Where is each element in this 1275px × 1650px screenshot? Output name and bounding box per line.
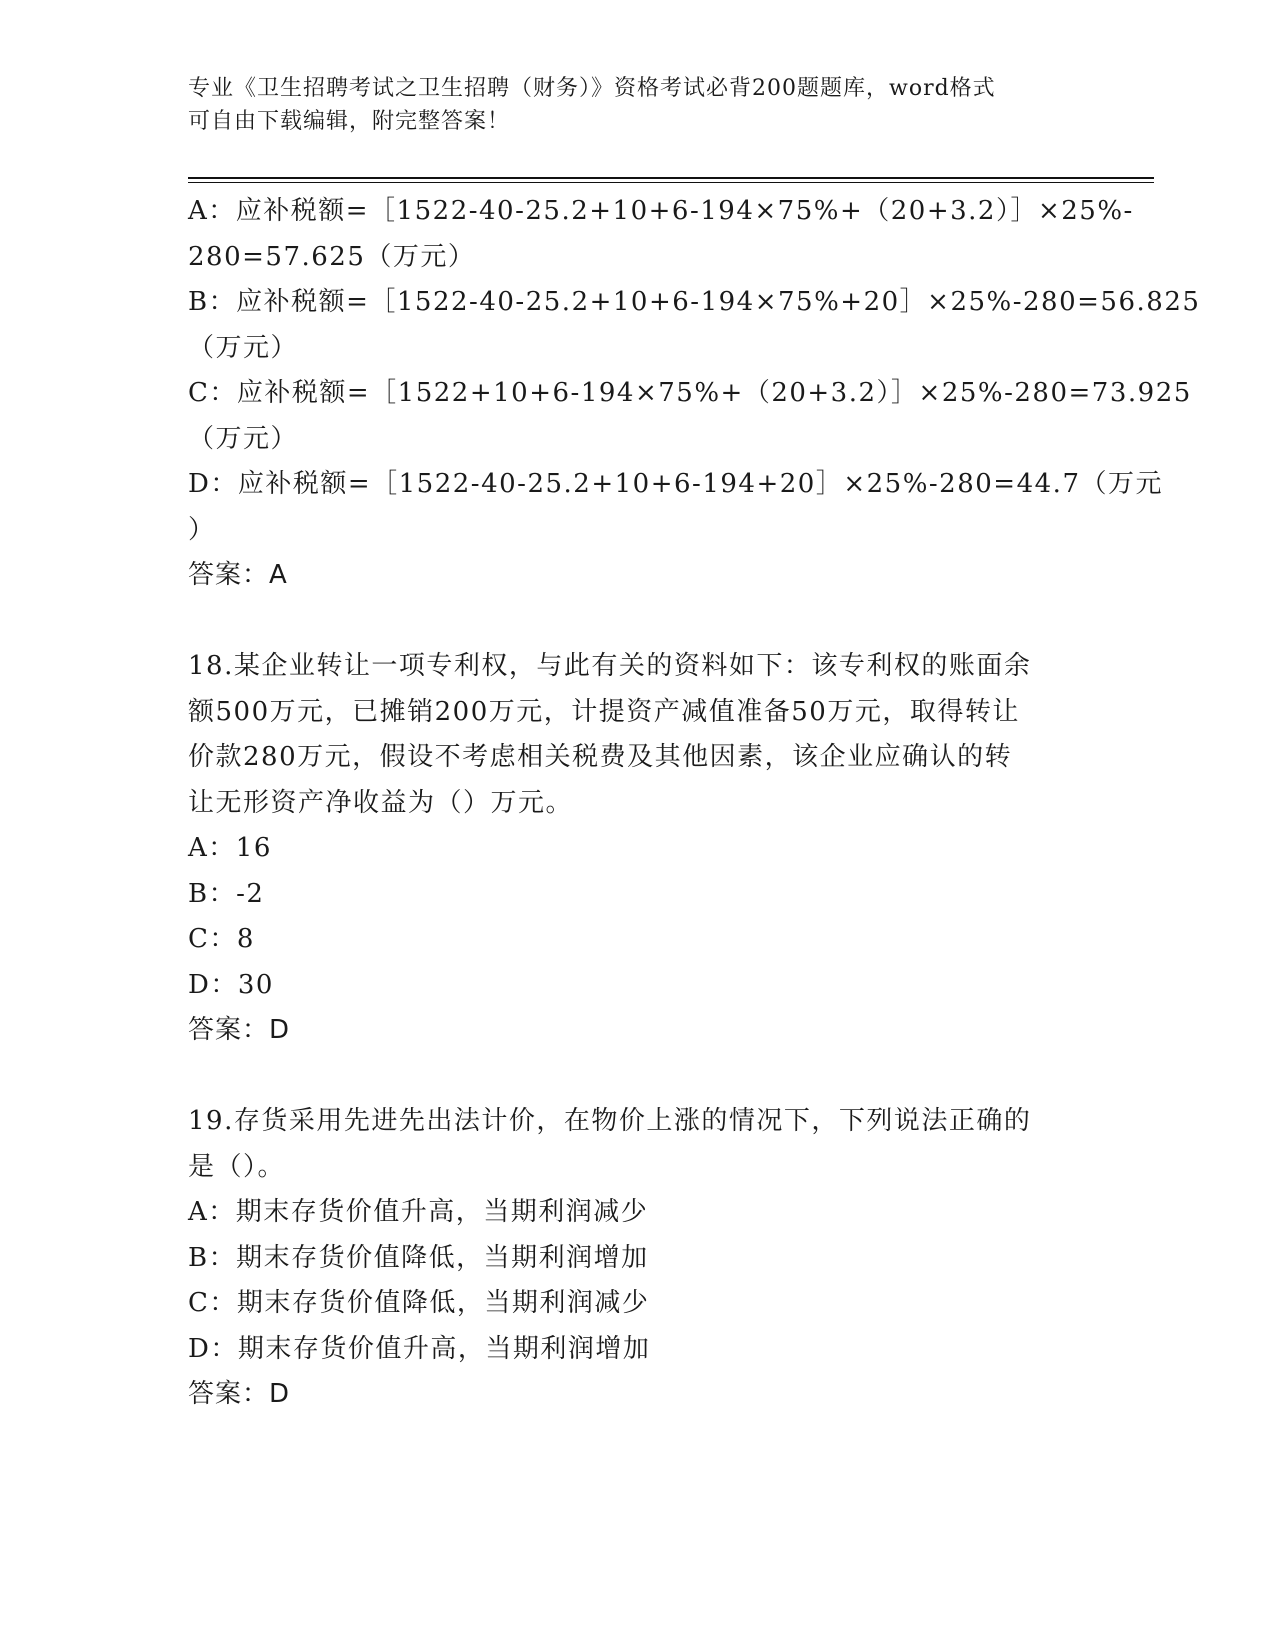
answer-label: 答案：D — [188, 1379, 291, 1409]
question-stem-line: 是（）。 — [188, 1151, 286, 1182]
question-content — [188, 189, 1201, 1418]
question-18 — [188, 644, 1078, 1054]
answer-label: 答案：D — [188, 1015, 291, 1045]
option-c-line-2: （万元） — [188, 423, 299, 454]
option-a-line-2: 280=57.625（万元） — [188, 241, 476, 272]
header-rule-thick — [188, 177, 1154, 179]
option-d-line-2: ） — [188, 514, 216, 545]
option-d: D：期末存货价值升高，当期利润增加 — [188, 1333, 651, 1364]
answer-label: 答案：A — [188, 560, 288, 590]
question-stem-line: 价款280万元，假设不考虑相关税费及其他因素，该企业应确认的转 — [188, 742, 1013, 772]
option-a-line-1: A：应补税额=［1522-40-25.2+10+6-194×75%+（20+3.2）］×25%- — [188, 196, 1134, 226]
option-c: C：期末存货价值降低，当期利润减少 — [188, 1288, 650, 1318]
option-b: B：期末存货价值降低，当期利润增加 — [188, 1242, 649, 1273]
question-stem-line: 19.存货采用先进先出法计价，在物价上涨的情况下，下列说法正确的 — [188, 1106, 1032, 1136]
option-d: D：30 — [188, 969, 274, 1000]
spacer — [188, 1054, 1078, 1100]
previous-question-options — [188, 189, 1201, 599]
question-19 — [188, 1099, 1078, 1418]
document-header — [188, 72, 1068, 138]
question-stem-line: 18.某企业转让一项专利权，与此有关的资料如下：该专利权的账面余 — [188, 651, 1032, 681]
option-b-line-2: （万元） — [188, 332, 299, 363]
header-line-2: 可自由下载编辑，附完整答案！ — [188, 109, 511, 134]
option-d-line-1: D：应补税额=［1522-40-25.2+10+6-194+20］×25%-280=44.7（万元 — [188, 469, 1163, 499]
header-line-1: 专业《卫生招聘考试之卫生招聘（财务）》资格考试必背200题题库，word格式 — [188, 76, 996, 101]
spacer — [188, 599, 1078, 645]
option-c-line-1: C：应补税额=［1522+10+6-194×75%+（20+3.2）］×25%-280=73.925 — [188, 378, 1192, 408]
option-b: B：-2 — [188, 878, 265, 909]
option-a: A：16 — [188, 833, 272, 863]
question-stem-line: 让无形资产净收益为（）万元。 — [188, 787, 574, 818]
option-b-line-1: B：应补税额=［1522-40-25.2+10+6-194×75%+20］×25%-280=56.825 — [188, 287, 1201, 317]
option-c: C：8 — [188, 924, 255, 954]
question-stem-line: 额500万元，已摊销200万元，计提资产减值准备50万元，取得转让 — [188, 696, 1020, 727]
header-rule-thin — [188, 182, 1154, 183]
option-a: A：期末存货价值升高，当期利润减少 — [188, 1197, 649, 1227]
